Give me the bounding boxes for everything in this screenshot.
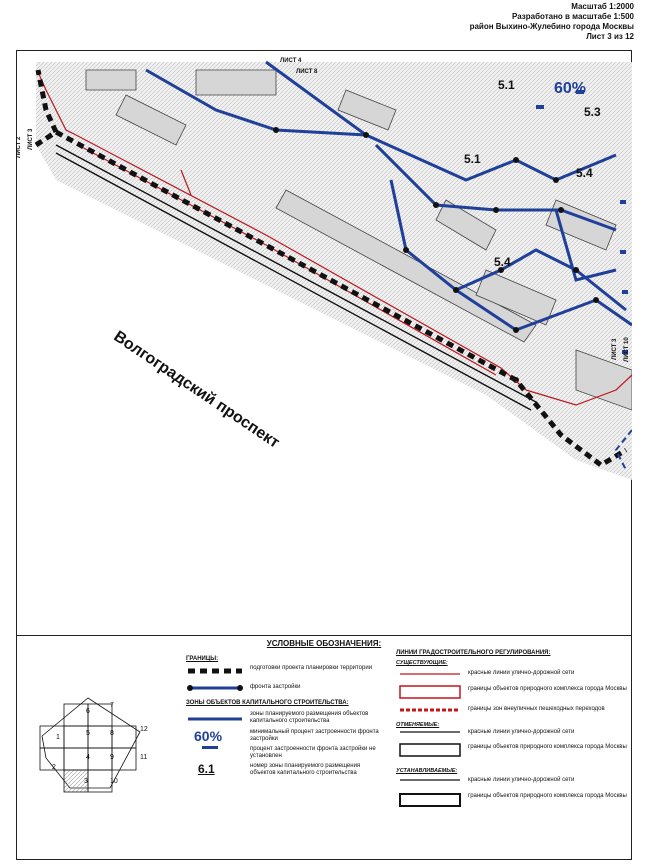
legend-percent-sample: 60% [194, 728, 223, 744]
zone-percent-label: 60% [554, 80, 587, 97]
legend-established-heading: УСТАНАВЛИВАЕМЫЕ: [396, 768, 458, 774]
sheet-index-number: 2 [52, 764, 56, 771]
built-up-texture [36, 62, 632, 480]
sheet-label-top-a: ЛИСТ 4 [280, 58, 302, 64]
legend-zone-item: процент застроенности фронта застройки не установлен [250, 746, 376, 759]
legend-established-item: границы объектов природного комплекса города Москвы [468, 793, 627, 799]
sheet-label-right-a: ЛИСТ 3 [612, 338, 618, 360]
legend-zones-heading: ЗОНЫ ОБЪЕКТОВ КАПИТАЛЬНОГО СТРОИТЕЛЬСТВА: [186, 700, 349, 706]
legend-border-item: подготовки проекта планировки территории [250, 665, 373, 671]
planning-map [16, 50, 632, 635]
legend-existing-item: границы зон внеуличных пешеходных переходов [468, 706, 605, 712]
legend-zone-item: номер зоны планируемого размещения объектов капитального строительства [250, 763, 361, 776]
sheet-index-number: 5 [86, 730, 90, 737]
sheet-index-number: 1 [56, 734, 60, 741]
sheet-index-number: 10 [110, 778, 118, 785]
sheet-number-label: Лист 3 из 12 [586, 32, 634, 41]
sheet-index-number: 3 [84, 778, 88, 785]
map-drawing [16, 50, 632, 635]
legend-cancelled-heading: ОТМЕНЯЕМЫЕ: [396, 722, 440, 728]
district-label: район Выхино-Жулебино города Москвы [469, 22, 634, 31]
sheet-index-diagram [36, 684, 156, 804]
sheet-index-number: 9 [110, 754, 114, 761]
sheet-label-left-b: ЛИСТ 3 [28, 128, 34, 150]
sheet-index-number: 11 [140, 754, 148, 761]
legend-cancelled-item: границы объектов природного комплекса города Москвы [468, 744, 627, 750]
zone-label: 5.1 [464, 152, 481, 166]
legend-existing-heading: СУЩЕСТВУЮЩИЕ: [396, 660, 448, 666]
sheet-index-number: 4 [86, 754, 90, 761]
zone-label: 5.4 [576, 166, 593, 180]
sheet-index-number: 7 [110, 702, 114, 709]
legend-border-symbols [186, 666, 246, 696]
scale-label: Масштаб 1:2000 [571, 2, 634, 11]
zone-label: 5.3 [584, 105, 601, 119]
sheet-index-number: 12 [140, 726, 148, 733]
sheet-index-number: 6 [86, 708, 90, 715]
sheet-header [470, 2, 634, 42]
sheet-label-right-b: ЛИСТ 10 [624, 337, 630, 362]
legend [16, 635, 632, 861]
developed-scale-label: Разработано в масштабе 1:500 [512, 12, 634, 21]
zone-label: 5.1 [498, 78, 515, 92]
legend-zone-number-sample: 6.1 [198, 762, 215, 776]
legend-border-item: фронта застройки [250, 684, 301, 690]
legend-zone-item: зоны планируемого размещения объектов капитального строительства [250, 711, 369, 724]
legend-existing-item: границы объектов природного комплекса города Москвы [468, 686, 627, 692]
legend-existing-item: красные линии улично-дорожной сети [468, 670, 575, 676]
legend-borders-heading: ГРАНИЦЫ: [186, 656, 219, 662]
legend-established-item: красные линии улично-дорожной сети [468, 777, 575, 783]
sheet-index-number: 8 [110, 730, 114, 737]
legend-lines-heading: ЛИНИИ ГРАДОСТРОИТЕЛЬНОГО РЕГУЛИРОВАНИЯ: [396, 650, 551, 656]
sheet-label-top-b: ЛИСТ 8 [296, 69, 318, 75]
legend-no-percent-symbol [202, 746, 218, 749]
street-name-label: Волгоградский проспект [110, 328, 283, 452]
sheet-label-left-a: ЛИСТ 2 [16, 136, 22, 158]
zone-label: 5.4 [494, 255, 511, 269]
legend-title: УСЛОВНЫЕ ОБОЗНАЧЕНИЯ: [266, 639, 382, 648]
legend-cancelled-item: красные линии улично-дорожной сети [468, 729, 575, 735]
legend-line-symbols [396, 668, 466, 818]
legend-zone-item: минимальный процент застроенности фронта застройки [250, 729, 379, 742]
legend-zone-symbol [186, 712, 246, 726]
